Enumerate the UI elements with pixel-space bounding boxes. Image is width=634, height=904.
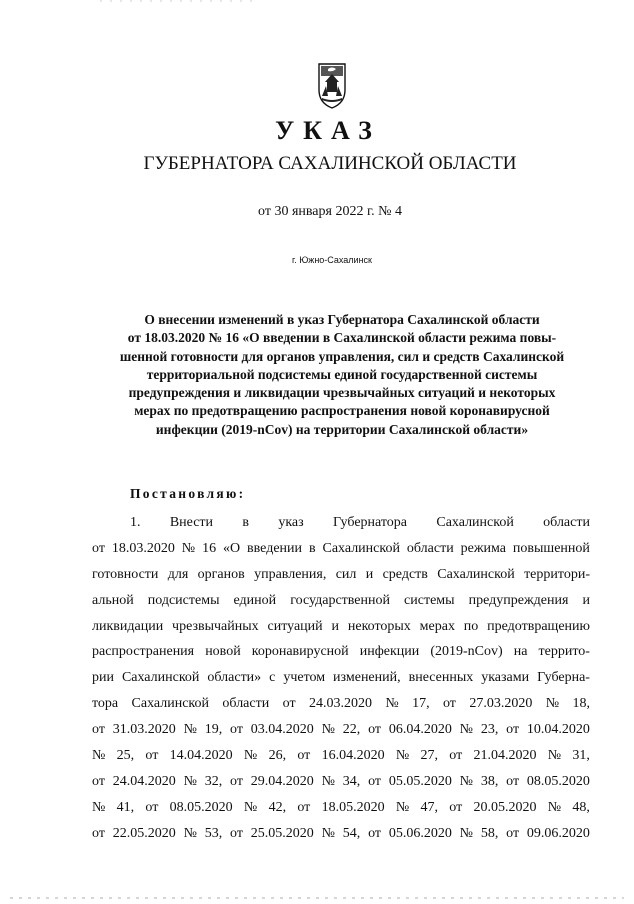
heading-line: от 18.03.2020 № 16 «О введении в Сахалинской области режима повы- — [127, 330, 557, 346]
body-word: № — [547, 748, 562, 764]
body-word: учетом — [283, 670, 326, 686]
body-word: Внести — [169, 515, 214, 530]
body-line — [92, 769, 590, 795]
body-line — [92, 795, 590, 821]
body-word: мерах — [419, 618, 455, 634]
body-word: от — [297, 748, 311, 764]
body-line — [92, 536, 590, 562]
body-word: 31.03.2020 — [112, 722, 176, 738]
body-word: № — [183, 825, 197, 841]
body-word: от — [449, 748, 463, 764]
body-word: Губерна- — [537, 670, 590, 686]
body-word: Губернатора — [333, 515, 408, 530]
body-word: распространения — [92, 644, 195, 660]
body-word: 05.05.2020 — [388, 773, 452, 789]
body-word: 32, — [204, 773, 223, 789]
body-word: 17, — [412, 696, 430, 712]
body-word: предупреждения — [468, 592, 569, 608]
body-line — [92, 614, 590, 640]
body-word: 18.05.2020 — [321, 799, 385, 815]
body-word: 53, — [204, 825, 223, 841]
body-word: 24.04.2020 — [112, 773, 176, 789]
body-word: 20.05.2020 — [473, 799, 537, 815]
body-word: территори- — [524, 566, 590, 582]
body-word: 34, — [342, 773, 361, 789]
body-line — [92, 691, 590, 717]
body-word: области — [406, 540, 454, 556]
body-word: единой — [233, 592, 277, 608]
heading-line: мерах по предотвращению распространения новой коронавирусной — [134, 403, 550, 419]
body-word: Сахалинской — [121, 670, 200, 686]
body-word: террито- — [538, 644, 590, 660]
body-word: № — [459, 773, 474, 789]
body-word: 42, — [268, 799, 287, 815]
body-word: от — [92, 722, 105, 738]
body-word: от — [449, 799, 463, 815]
body-word: на — [513, 644, 528, 660]
body-word: № — [385, 696, 399, 712]
body-word: инфекции — [359, 644, 420, 660]
body-word: 22, — [342, 722, 361, 738]
body-word: 16.04.2020 — [321, 748, 385, 764]
body-word: 14.04.2020 — [169, 748, 233, 764]
body-word: 06.04.2020 — [388, 722, 452, 738]
body-word: 31, — [572, 748, 590, 764]
body-word: рии — [92, 670, 114, 686]
body-word: № — [92, 748, 106, 764]
body-word: ликвидации — [92, 618, 164, 634]
body-word: от — [145, 748, 159, 764]
body-word: 09.06.2020 — [526, 825, 590, 841]
body-word: от — [92, 773, 105, 789]
body-word: от — [506, 825, 520, 841]
body-word: 41, — [116, 799, 135, 815]
body-word: 25, — [116, 748, 135, 764]
body-word: внесенных — [408, 670, 474, 686]
document-city: г. Южно-Сахалинск — [292, 255, 372, 265]
body-word: № — [545, 696, 560, 712]
body-word: от — [145, 799, 159, 815]
body-word: № — [183, 722, 197, 738]
body-word: с — [269, 670, 276, 686]
body-word: государственной — [290, 592, 390, 608]
document-body — [92, 510, 590, 847]
body-word: готовности — [92, 566, 159, 582]
body-word: от — [506, 722, 520, 738]
body-word: от — [282, 696, 296, 712]
body-word: 26, — [268, 748, 287, 764]
body-word: № — [321, 722, 335, 738]
body-word: 21.04.2020 — [473, 748, 537, 764]
body-word: от — [368, 825, 382, 841]
body-word: указ — [278, 515, 304, 530]
body-word: указами — [481, 670, 530, 686]
body-line — [92, 639, 590, 665]
body-word: № — [321, 773, 335, 789]
body-word: тора — [92, 696, 119, 712]
body-word: № — [395, 748, 410, 764]
heading-line: предупреждения и ликвидации чрезвычайных ситуаций и некоторых — [128, 385, 556, 401]
body-line — [92, 717, 590, 743]
body-word: 27, — [420, 748, 438, 764]
body-word: подсистемы — [147, 592, 220, 608]
body-word: 08.05.2020 — [169, 799, 233, 815]
body-word: 18.03.2020 — [111, 540, 175, 556]
body-word: № — [92, 799, 106, 815]
body-word: средств — [382, 566, 428, 582]
body-word: и — [582, 592, 590, 608]
scan-artifact-bottom — [10, 897, 624, 899]
body-word: 38, — [480, 773, 499, 789]
body-word: от — [297, 799, 311, 815]
body-word: 25.05.2020 — [250, 825, 314, 841]
body-word: 03.04.2020 — [250, 722, 314, 738]
body-word: 08.05.2020 — [526, 773, 590, 789]
body-word: № — [321, 825, 335, 841]
resolve-label: Постановляю: — [130, 486, 246, 501]
body-word: № — [181, 540, 196, 556]
body-word: от — [92, 825, 105, 841]
body-word: № — [395, 799, 410, 815]
body-word: области — [543, 515, 590, 530]
body-word: 29.04.2020 — [250, 773, 314, 789]
body-word: 58, — [480, 825, 499, 841]
body-word: предотвращению — [487, 618, 590, 634]
body-word: режима — [460, 540, 506, 556]
body-line — [92, 821, 590, 847]
body-word: от — [506, 773, 520, 789]
body-word: 16 — [202, 540, 217, 556]
body-word: Сахалинской — [322, 540, 400, 556]
body-word: 10.04.2020 — [526, 722, 590, 738]
body-word: 48, — [572, 799, 590, 815]
body-word: «О — [222, 540, 241, 556]
body-word: Сахалинской — [437, 566, 515, 582]
body-word: новой — [205, 644, 241, 660]
body-word: 19, — [204, 722, 223, 738]
document-issuer: ГУБЕРНАТОРА САХАЛИНСКОЙ ОБЛАСТИ — [143, 153, 517, 174]
body-word: 23, — [480, 722, 499, 738]
body-word: повышенной — [512, 540, 590, 556]
body-word: от — [92, 540, 105, 556]
body-word: № — [547, 799, 562, 815]
coat-of-arms-icon — [316, 60, 348, 110]
body-word: сил — [335, 566, 357, 582]
body-word: Сахалинской — [436, 515, 514, 530]
heading-line: территориальной подсистемы единой государственной системы — [146, 366, 538, 382]
body-line — [92, 562, 590, 588]
body-word: чрезвычайных — [172, 618, 259, 634]
body-word: в — [308, 540, 316, 556]
heading-line: О внесении изменений в указ Губернатора Сахалинской области — [144, 312, 540, 327]
body-word: от — [230, 722, 243, 738]
body-word: и — [365, 566, 374, 582]
document-title: УКАЗ — [275, 116, 381, 145]
body-word: 54, — [342, 825, 361, 841]
body-word: альной — [92, 592, 134, 608]
document-date-number: от 30 января 2022 г. № 4 — [258, 204, 402, 219]
body-word: управления, — [254, 566, 327, 582]
body-word: области — [222, 696, 270, 712]
document-heading — [92, 311, 592, 439]
body-word: № — [243, 799, 258, 815]
body-word: органов — [197, 566, 245, 582]
body-word: 18, — [572, 696, 590, 712]
body-word: 1. — [130, 515, 141, 530]
body-line — [92, 588, 590, 614]
body-word: № — [459, 825, 474, 841]
body-word: № — [183, 773, 197, 789]
body-word: Сахалинской — [131, 696, 210, 712]
body-word: и — [331, 618, 340, 634]
body-word: 05.06.2020 — [388, 825, 452, 841]
body-word: области» — [207, 670, 262, 686]
body-line — [92, 510, 590, 536]
heading-line: инфекции (2019-nCov) на территории Сахалинской области» — [155, 421, 529, 437]
body-word: коронавирусной — [251, 644, 349, 660]
body-word: по — [463, 618, 479, 634]
body-word: от — [442, 696, 456, 712]
body-word: изменений, — [333, 670, 401, 686]
body-word: 27.03.2020 — [469, 696, 533, 712]
body-word: для — [167, 566, 189, 582]
body-word: (2019-nCov) — [430, 644, 503, 660]
body-word: некоторых — [347, 618, 411, 634]
body-line — [92, 743, 590, 769]
body-word: ситуаций — [267, 618, 323, 634]
body-word: 47, — [420, 799, 438, 815]
body-line — [92, 665, 590, 691]
body-word: от — [230, 825, 243, 841]
scan-artifact-top — [100, 0, 260, 2]
body-word: 22.05.2020 — [112, 825, 176, 841]
body-word: от — [368, 773, 382, 789]
body-word: 24.03.2020 — [308, 696, 372, 712]
body-word: № — [243, 748, 258, 764]
body-word: системы — [404, 592, 455, 608]
body-word: введении — [247, 540, 303, 556]
heading-line: шенной готовности для органов управления, сил и средств Сахалинской — [119, 348, 565, 364]
body-word: от — [368, 722, 382, 738]
body-word: № — [459, 722, 474, 738]
body-word: в — [242, 515, 249, 530]
body-word: от — [230, 773, 243, 789]
